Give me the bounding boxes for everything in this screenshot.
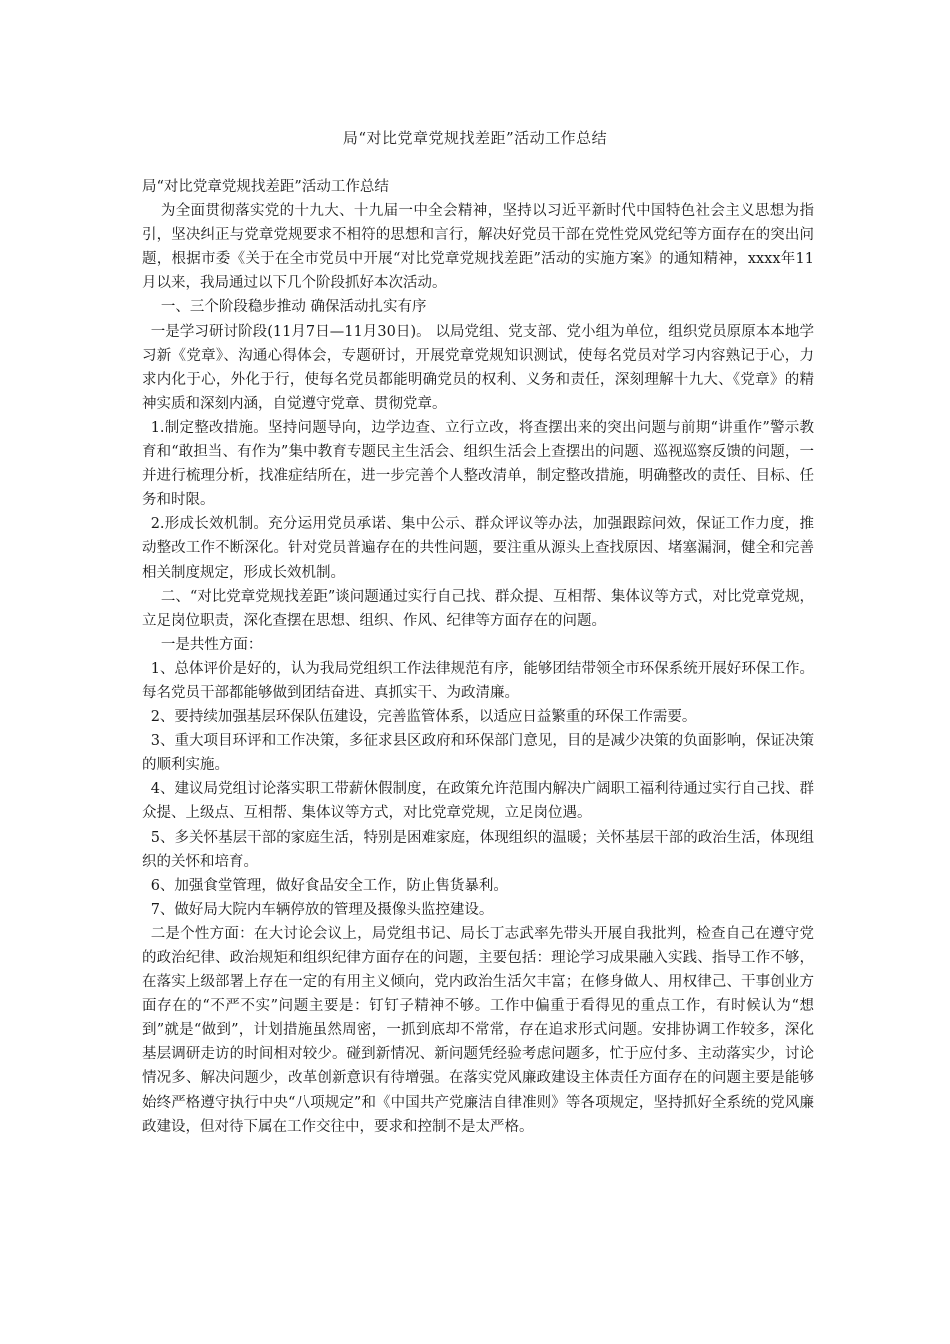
list-item-5: 5、多关怀基层干部的家庭生活，特别是困难家庭，体现组织的温暖；关怀基层干部的政治生活，体现组织的关怀和培育。: [142, 829, 814, 870]
list-item-2: 2、要持续加强基层环保队伍建设，完善监管体系，以适应日益繁重的环保工作需要。: [150, 709, 697, 726]
paragraph-item-1: 1.制定整改措施。坚持问题导向，边学边查、立行立改，将查摆出来的突出问题与前期“讲重作”警示教育和“敢担当、有作为”集中教育专题民主生活会、组织生活会上查摆出的问题、巡视巡察反馈的问题，一并进行梳理分析，找准症结所在，进一步完善个人整改清单，制定整改措施，明确整改的责任、目标、任务和时限。: [142, 419, 814, 509]
list-item-4: 4、建议局党组讨论落实职工带薪休假制度，在政策允许范围内解决广阔职工福利待通过实行自己找、群众提、上级点、互相帮、集体议等方式，对比党章党规，立足岗位遇。: [142, 781, 814, 822]
document-subtitle: 局“对比党章党规找差距”活动工作总结: [142, 179, 389, 195]
subsection-common: 一是共性方面：: [160, 636, 263, 653]
paragraph-item-2: 2.形成长效机制。充分运用党员承诺、集中公示、群众评议等办法，加强跟踪问效，保证工作力度，推动整改工作不断深化。针对党员普遍存在的共性问题，要注重从源头上查找原因、堵塞漏洞，健全和完善相关制度规定，形成长效机制。: [142, 516, 814, 581]
list-item-3: 3、重大项目环评和工作决策，多征求县区政府和环保部门意见，目的是减少决策的负面影响，保证决策的顺利实施。: [142, 733, 814, 774]
list-item-6: 6、加强食堂管理，做好食品安全工作，防止售货暴利。: [150, 877, 508, 894]
list-item-1: 1、总体评价是好的，认为我局党组织工作法律规范有序，能够团结带领全市环保系统开展好环保工作。每名党员干部都能够做到团结奋进、真抓实干、为政清廉。: [142, 660, 814, 701]
section-heading-1: 一、三个阶段稳步推动 确保活动扎实有序: [160, 299, 427, 316]
paragraph-study-phase: 一是学习研讨阶段(11月7日—11月30日)。 以局党组、党支部、党小组为单位，组织党员原原本本地学习新《党章》、沟通心得体会，专题研讨，开展党章党规知识测试，使每名党员对学习内容熟记于心，力求内化于心，外化于行，使每名党员都能明确党员的权利、义务和责任，深刻理解十九大、《党章》的精神实质和深刻内涵，自觉遵守党章、贯彻党章。: [142, 323, 814, 412]
document-title: 局“对比党章党规找差距”活动工作总结: [342, 129, 608, 147]
section-heading-2: 二、“对比党章党规找差距”谈问题通过实行自己找、群众提、互相帮、集体议等方式，对比党章党规，立足岗位职责，深化查摆在思想、组织、作风、纪律等方面存在的问题。: [142, 588, 814, 629]
document-body: [142, 175, 814, 1139]
paragraph-intro: 为全面贯彻落实党的十九大、十九届一中全会精神，坚持以习近平新时代中国特色社会主义思想为指引，坚决纠正与党章党规要求不相符的思想和言行，解决好党员干部在党性党风党纪等方面存在的突出问题，根据市委《关于在全市党员中开展“对比党章党规找差距”活动的实施方案》的通知精神，xxxx年11月以来，我局通过以下几个阶段抓好本次活动。: [142, 203, 814, 292]
list-item-7: 7、做好局大院内车辆停放的管理及摄像头监控建设。: [150, 901, 494, 918]
paragraph-individual: 二是个性方面：在大讨论会议上，局党组书记、局长丁志武率先带头开展自我批判，检查自己在遵守党的政治纪律、政治规矩和组织纪律方面存在的问题，主要包括：理论学习成果融入实践、指导工作不够，在落实上级部署上存在一定的有用主义倾向，党内政治生活欠丰富；在修身做人、用权律己、干事创业方面存在的“不严不实”问题主要是：钉钉子精神不够。工作中偏重于看得见的重点工作，有时候认为“想到”就是“做到”，计划措施虽然周密，一抓到底却不常常，存在追求形式问题。安排协调工作较多，深化基层调研走访的时间相对较少。碰到新情况、新问题凭经验考虑问题多，忙于应付多、主动落实少，讨论情况多、解决问题少，改革创新意识有待增强。在落实党风廉政建设主体责任方面存在的问题主要是能够始终严格遵守执行中央“八项规定”和《中国共产党廉洁自律准则》等各项规定，坚持抓好全系统的党风廉政建设，但对待下属在工作交往中，要求和控制不是太严格。: [142, 925, 814, 1135]
